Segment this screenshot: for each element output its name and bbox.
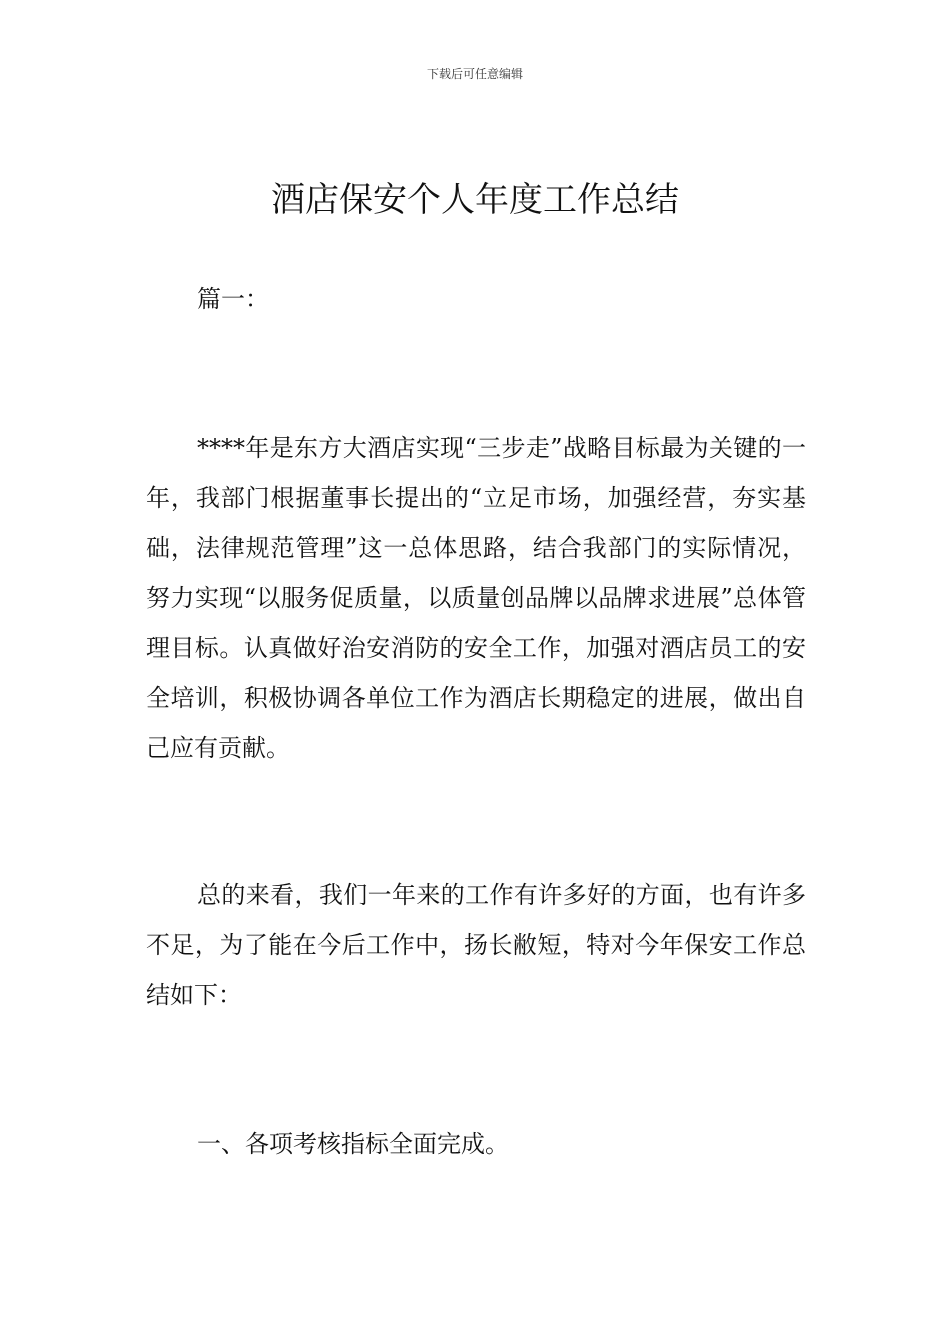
- body-paragraph: 总的来看，我们一年来的工作有许多好的方面，也有许多不足，为了能在今后工作中，扬长敝短，特对今年保安工作总结如下：: [146, 881, 806, 1009]
- document-title: 酒店保安个人年度工作总结: [271, 180, 679, 220]
- header-note: 下载后可任意编辑: [426, 67, 523, 81]
- body-paragraph: ****年是东方大酒店实现“三步走”战略目标最为关键的一年，我部门根据董事长提出的“立足市场，加强经营，夯实基础，法律规范管理”这一总体思路，结合我部门的实际情况，努力实现“以服务促质量，以质量创品牌以品牌求进展”总体管理目标。认真做好治安消防的安全工作，加强对酒店员工的安全培训，积极协调各单位工作为酒店长期稳定的进展，做出自己应有贡献。: [146, 434, 806, 762]
- section-heading: 一、各项考核指标全面完成。: [197, 1130, 509, 1158]
- section-label: 篇一：: [197, 285, 269, 313]
